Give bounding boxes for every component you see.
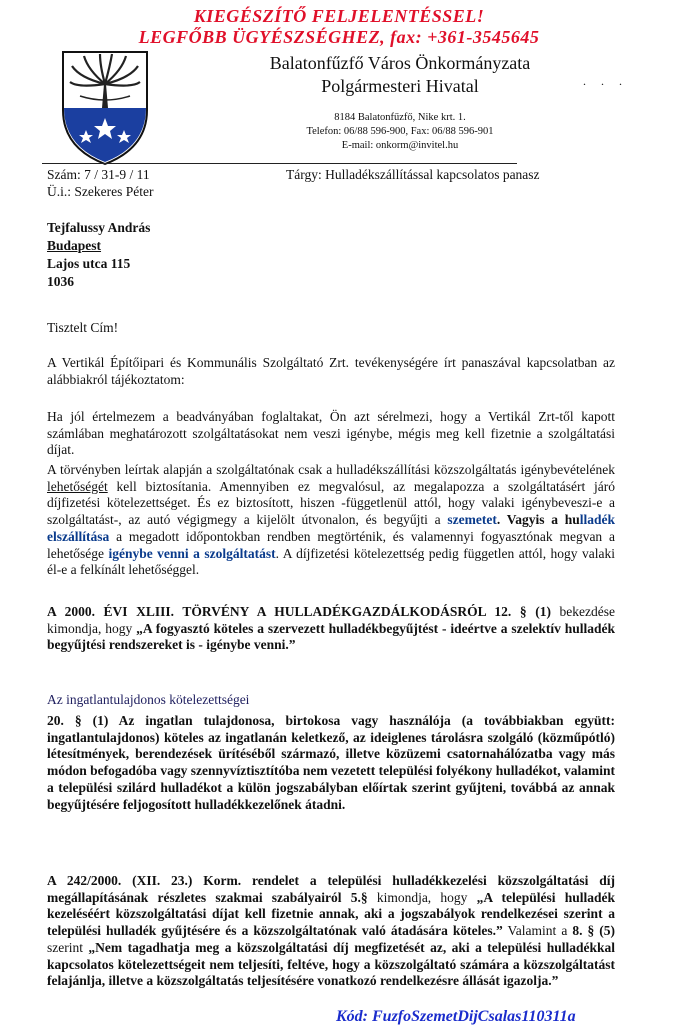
decree-section: 8. § (5): [572, 923, 615, 939]
recipient-street: Lajos utca 115: [47, 256, 131, 271]
decree-quote: „Nem tagadhatja meg a közszolgáltatási díj megfizetését az, aki a települési hulladékkal kapcsolatos kötelezettségeit nem teljesíti, feltéve, hogy a közszolgáltató számára a közszolgáltatást felajánlja, illetve a közszolgáltatás teljesítésére vonatkozó rendelkezésre állását igazolja.”: [47, 939, 615, 989]
highlighted-term: lladék elszállítása: [47, 512, 615, 544]
reference-handler: Ü.i.: Szekeres Péter: [47, 184, 154, 199]
org-address: 8184 Balatonfűzfő, Nike krt. 1.: [334, 112, 466, 123]
org-name: Balatonfűzfő Város Önkormányzata: [269, 53, 531, 73]
text-run: a megadott időpontokban rendben megtörténik, és valamennyi fogyasztónak megvan a lehetősége: [47, 528, 615, 561]
decree-citation: A 242/2000. (XII. 23.) Korm. rendelet a települési hulladékkezelési közszolgáltatási díj megállapításának részletes szakmai szabályairól 5.§: [47, 873, 615, 905]
text-run: Valamint a: [502, 923, 573, 939]
org-email: E-mail: onkorm@invitel.hu: [341, 140, 459, 151]
paragraph-law-2000: [47, 604, 615, 654]
text-run: kimondja, hogy: [367, 889, 477, 905]
scan-dots: . . .: [583, 74, 628, 88]
recipient-zip: 1036: [47, 274, 74, 289]
salutation: Tisztelt Cím!: [47, 320, 119, 335]
header-divider: [42, 163, 517, 164]
recipient-city: Budapest: [47, 238, 102, 253]
red-header-line-1: KIEGÉSZÍTŐ FELJELENTÉSSEL!: [193, 6, 485, 26]
text-run: kell biztosítania. Amennyiben ez megvalósul, az megalapozza a szolgáltatásért járó díjfizetési kötelezettséget. És ez biztosított, hiszen -függetlenül attól, hogy valaki igénybeveszi-e a szolgáltatást-, az autó végigmegy a kijelölt útvonalon, és begyűjti a: [47, 478, 615, 528]
law-quote: „A fogyasztó köteles a szervezett hulladékbegyűjtést - ideértve a szelektív hulladék begyűjtési rendszereket is - igénybe venni.”: [47, 620, 615, 653]
text-run: A törvényben leírtak alapján a szolgáltatónak csak a hulladékszállítási közszolgáltatás igénybevételének: [47, 462, 615, 477]
section-title: Az ingatlantulajdonos kötelezettségei: [47, 692, 250, 707]
org-office: Polgármesteri Hivatal: [321, 76, 479, 96]
paragraph-intro: A Vertikál Építőipari és Kommunális Szolgáltató Zrt. tevékenységére írt panaszával kapcsolatban az alábbiakról tájékoztatom:: [47, 355, 615, 387]
decree-quote: „A települési hulladék kezeléséért közszolgáltatási díjat kell fizetnie annak, aki a jogszabályok rendelkezései szerint a települési hulladék gyűjtésére és a közszolgáltatónak való átadására köteles.”: [47, 889, 615, 939]
red-header-line-2: LEGFŐBB ÜGYÉSZSÉGHEZ, fax: +361-3545645: [138, 27, 540, 47]
paragraph-decree: [47, 873, 615, 990]
reference-number: Szám: 7 / 31-9 / 11: [47, 167, 150, 182]
text-run: szerint: [47, 939, 89, 955]
text-run: . A díjfizetési kötelezettség pedig független attól, hogy valaki él-e a felkínált lehetőséggel.: [47, 545, 615, 578]
law-citation: A 2000. ÉVI XLIII. TÖRVÉNY A HULLADÉKGAZDÁLKODÁSRÓL 12. § (1): [47, 604, 551, 619]
highlighted-term: igénybe venni a szolgáltatást: [108, 545, 276, 561]
document-code: Kód: FuzfoSzemetDijCsalas110311a: [336, 1008, 576, 1025]
paragraph-section-20: 20. § (1) Az ingatlan tulajdonosa, birtokosa vagy használója (a továbbiakban együtt: ingatlantulajdonos) köteles az ingatlanán keletkező, az ideiglenes tárolásra szolgáló (közműpótló) létesítmények, berendezések ürítéséből származó, illetve közüzemi csatornahálózatba vagy más módon befogadóba vagy szennyvíztisztítóba nem vezetett települési folyékony hulladékot, valamint a települési szilárd hulladékot a külön jogszabályban előírtak szerint gyűjteni, továbbá az annak begyűjtésére feljogosított hulladékkezelőnek átadni.: [47, 713, 615, 812]
text-run: . Vagyis a hu: [496, 512, 580, 528]
org-phone: Telefon: 06/88 596-900, Fax: 06/88 596-901: [306, 126, 494, 137]
text-run: bekezdése kimondja, hogy: [47, 604, 615, 636]
underlined-term: lehetőségét: [47, 478, 108, 494]
paragraph-complaint: Ha jól értelmezem a beadványában foglaltakat, Ön azt sérelmezi, hogy a Vertikál Zrt-től kapott számlában meghatározott szolgáltatásokat nem veszi igénybe, mégis meg kell fizetnie a szolgáltatási díjat.: [47, 409, 615, 458]
recipient-name: Tejfalussy András: [47, 220, 151, 235]
highlighted-term: szemetet: [447, 512, 497, 528]
reference-subject: Tárgy: Hulladékszállítással kapcsolatos panasz: [286, 167, 540, 182]
paragraph-law-explanation: [47, 462, 615, 579]
coat-of-arms-icon: [60, 48, 150, 166]
